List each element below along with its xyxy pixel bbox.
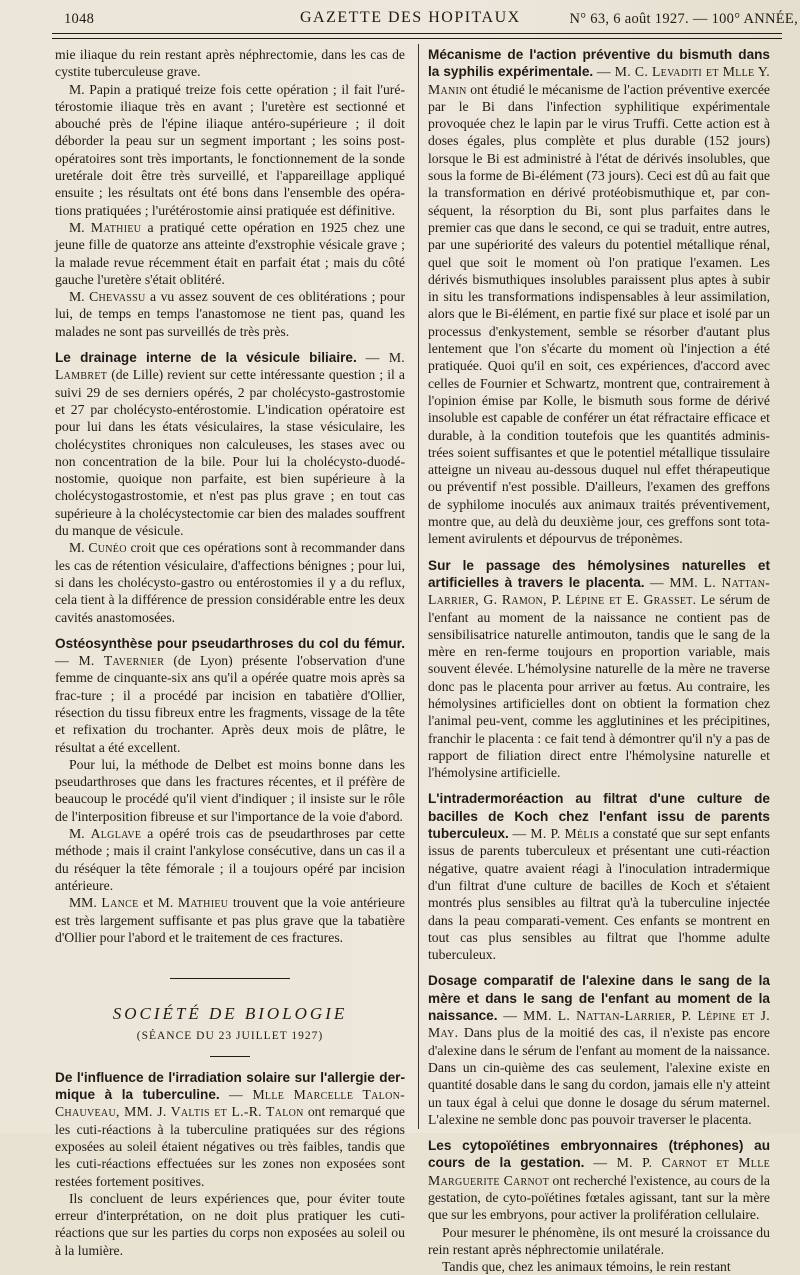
section-title: Mécanisme de l'action préventive du bismuth dans la syphilis expérimentale.	[428, 47, 770, 80]
section-bismuth: Mécanisme de l'action préventive du bismuth dans la syphilis expérimentale. — M. C. Levaditi et Mlle Y. Manin ont étudié le mécanisme de l'action préventive exercée par le Bi dans l'infection syphilitique expérimentale provoquée chez le lapin par le virus Truffi. Cette action est à doses égales, plus complète et plus durable (152 jours) lorsque le Bi est administré à l'état de dérivés insolubles, que sous la forme de Bi-élément (73 jours). Ceci est dû au fait que la transformation en dérivé protéobismuthique et, par con-séquent, la résorption du Bi, sont plus parfaites dans le premier cas que dans le second, ce qui se traduit, entre autres, par une supériorité des valeurs du potentiel métallique rénal, quel que soit le moment où l'on pratique l'examen. Les dérivés bismuthiques insolubles paraissent plus aptes à subir in situ les transformations indispensables à leur assimilation, alors que le Bi-élément, en partie fixé sur place et isolé par un processus d'enkystement, semble se résorber d'autant plus lentement que l'on s'écarte du moment où l'injection a été pratiquée. Quoi qu'il en soit, ces expériences, d'accord avec celles de Fournier et Schwartz, montrent que, contrairement à l'opinion émise par Kolle, le bismuth sous forme de dérivé insoluble est capable de conférer un état réfractaire efficace et durable, à la condition toutefois que les quantités adminis-trées soient suffisantes et que le potentiel métallique tissulaire atteigne un niveau au-dessous duquel nul effet thérapeutique ou préventif n'est possible. D'ailleurs, l'examen des greffons de syphilome inoculés aux animaux traités préventivement, montre que, au delà du deuxième jour, ces greffons sont tota-lement avirulents et dépourvus de tréponèmes.	[428, 47, 771, 547]
author-name: Cunéo	[88, 540, 127, 556]
divider	[210, 1056, 250, 1057]
section-irradiation: De l'influence de l'irradiation solaire sur l'allergie der-mique à la tuberculine. — Mlle Marcelle Talon-Chauveau, MM. J. Valtis et L.-R. Talon ont remarqué que les cuti-réactions à la tuberculine pratiquées sur des régions exposées au soleil étaient négatives ou très faibles, tandis que les cuti-réactions effectuées sur les zones non exposées sont restées fortement positives.	[55, 1069, 405, 1189]
section-title: Ostéosynthèse pour pseudarthroses du col du fémur.	[55, 635, 405, 651]
page-header	[40, 9, 798, 31]
author-name: Alglave	[90, 826, 142, 842]
divider	[170, 978, 290, 979]
paragraph: Tandis que, chez les animaux témoins, le rein restant	[442, 1259, 731, 1275]
section-author: — MM. L. Nattan-Larrier, P. Lépine et J. May.	[428, 1008, 770, 1041]
section-author: — M. P. Carnot et Mlle Marguerite Carnot	[428, 1155, 771, 1188]
author-name: Mathieu	[177, 895, 229, 911]
section-title: Sur le passage des hémolysines naturelles et artificielles à travers le placenta.	[428, 557, 770, 590]
header-rule-thin	[52, 38, 782, 39]
section-drainage: Le drainage interne de la vésicule biliaire. — M. Lambret (de Lille) revient sur cette intéressante question ; il a suivi 29 de ses derniers opérés, 2 par cholécysto-gastrostomie et 27 par cholécysto-entérostomie. L'indication opératoire est pour lui dans les états vésiculaires, la stase vésiculaire, les cholécystites chroniques non calculeuses, les stases avec ou non concentration de la bile. Pour lui la cholécysto-duodé-nostomie, quoique non parfaite, est bien supérieure à la cholécystogastrostomie, et n'est pas plus grave ; en tout cas supérieure à la cholécystectomie car bien des malades souffrent du manque de vésicule.	[55, 350, 406, 539]
right-column	[428, 46, 770, 1275]
section-intradermoreaction: L'intradermoréaction au filtrat d'une culture de bacilles de Koch chez l'enfant issu de parents tuberculeux. — M. P. Mélis a constaté que sur sept enfants issus de parents tuberculeux et présentant une cuti-réaction négative, quatre avaient réagi à l'inoculation intradermique d'un filtrat d'une culture de bacilles de Koch et s'étaient montrés plus sensibles au filtrat qu'à la tuberculine injectée dans la peau comparati-vement. Ces enfants se montrent en tout cas plus sensibles au filtrat que l'homme adulte tuberculeux.	[428, 791, 771, 963]
column-divider	[418, 44, 419, 1129]
paragraph: mie iliaque du rein restant après néphrectomie, dans les cas de cystite tuberculeuse grave.	[55, 47, 405, 80]
societe-heading	[55, 978, 405, 1057]
section-title: L'intradermoréaction au filtrat d'une culture de bacilles de Koch chez l'enfant issu de parents tuberculeux.	[428, 791, 770, 842]
section-author: — M. Tavernier	[55, 653, 165, 669]
paragraph: Pour lui, la méthode de Delbet est moins bonne dans les pseudarthroses que dans les fractures récentes, et il préfère de beaucoup le procédé qu'il vient d'indiquer ; il insiste sur le rôle de l'interposition fibreuse et sur l'importance de la voie d'abord.	[55, 756, 405, 824]
paragraph: M. Chevassu a vu assez souvent de ces oblitérations ; pour lui, de temps en temps l'anastomose ne tient pas, quand les malades ne sont pas surveillés de très près.	[55, 289, 406, 339]
paragraph: M. Cunéo croit que ces opérations sont à recommander dans les cas de rétention vésiculaire, d'affections bénignes ; pour lui, si dans les cholécysto-gastro ou entérostomies il y a du reflux, cela tient à la différence de pression considérable entre les deux cavités anastomosées.	[55, 540, 406, 625]
page-number: 1048	[64, 11, 95, 27]
section-title: Dosage comparatif de l'alexine dans le sang de la mère et dans le sang de l'enfant au moment de la naissance.	[428, 973, 770, 1024]
section-author: — M. C. Levaditi et Mlle Y. Manin	[428, 64, 771, 97]
left-column	[55, 46, 405, 1259]
section-author: — MM. L. Nattan-Larrier, G. Ramon, P. Lépine et E. Grasset.	[428, 574, 771, 608]
seance-date: (SÉANCE DU 23 JUILLET 1927)	[136, 1030, 324, 1043]
section-author: — M. Lambret	[55, 350, 406, 383]
section-title: De l'influence de l'irradiation solaire sur l'allergie der-mique à la tuberculine.	[55, 1069, 405, 1103]
paragraph: M. Papin a pratiqué treize fois cette opération ; il fait l'uré-térostomie iliaque très en avant ; l'uretère est sectionné et abouché près de l'épine iliaque antéro-supérieure ; il doit déborder la peau sur un segment important ; les soins post-opératoires sont très importants, le fonctionnement de la sonde uretérale doit être très surveillé, et l'appareillage appliqué ensuite ; les résultats ont été bons dans l'ensemble des opéra-tions pratiquées ; l'urétérostomie ainsi pratiquée est définitive.	[55, 81, 405, 218]
paragraph: Pour mesurer le phénomène, ils ont mesuré la croissance du rein restant après néphrectomie unilatérale.	[428, 1224, 770, 1257]
paragraph: M. Alglave a opéré trois cas de pseudarthroses par cette méthode ; mais il craint l'ankylose consécutive, dans un cas il a du réséquer la tête fémorale ; il a toujours opéré par incision antérieure.	[55, 826, 405, 893]
issue-info: N° 63, 6 août 1927. — 100° ANNÉE,	[569, 11, 798, 27]
journal-title: GAZETTE DES HOPITAUX	[300, 9, 521, 26]
paragraph: Ils concluent de leurs expériences que, pour éviter toute erreur d'interprétation, on ne doit plus pratiquer les cuti-réactions que sur les parties du corps non exposées au soleil ou à la lumière.	[55, 1190, 405, 1258]
paragraph: M. Mathieu a pratiqué cette opération en 1925 chez une jeune fille de quatorze ans atteinte d'exstrophie vésicale grave ; la malade revue récemment était en parfait état ; mais du côté gauche l'uretère s'était oblitéré.	[55, 219, 406, 287]
author-name: Chevassu	[89, 289, 146, 305]
societe-title: SOCIÉTÉ DE BIOLOGIE	[112, 1004, 348, 1024]
section-title: Les cytopoïétines embryonnaires (tréphones) au cours de la gestation.	[428, 1138, 770, 1171]
author-name: Mathieu	[90, 219, 142, 235]
paragraph: MM. Lance et M. Mathieu trouvent que la voie antérieure est très largement suffisante et pas plus grave que la tabatière d'Ollier pour l'abord et le traitement de ces fractures.	[55, 895, 405, 945]
section-cytopoietines: Les cytopoïétines embryonnaires (tréphones) au cours de la gestation. — M. P. Carnot et Mlle Marguerite Carnot ont recherché l'existence, au cours de la gestation, de cyto-poïétines fœtales agissant, tant sur la mère que sur les embryons, pour activer la prolifération cellulaire.	[428, 1138, 771, 1223]
section-author: — M. P. Mélis	[512, 826, 600, 842]
section-osteosynthese: Ostéosynthèse pour pseudarthroses du col du fémur. — M. Tavernier (de Lyon) présente l'observation d'une femme de cinquante-six ans qu'il a opérée quatre mois après sa frac-ture ; il a procédé par incision en tabatière d'Ollier, résection du tissu fibreux entre les fragments, vissage de la tête et refixation du trochanter. Après deux mois de plâtre, le résultat a été excellent.	[55, 635, 405, 755]
section-author: — Mlle Marcelle Talon-Chauveau, MM. J. Valtis et L.-R. Talon	[55, 1087, 405, 1120]
header-rule	[52, 33, 782, 34]
section-title: Le drainage interne de la vésicule biliaire.	[55, 350, 357, 366]
section-alexine: Dosage comparatif de l'alexine dans le sang de la mère et dans le sang de l'enfant au moment de la naissance. — MM. L. Nattan-Larrier, P. Lépine et J. May. Dans plus de la moitié des cas, il n'existe pas encore d'alexine dans le sérum de l'enfant au moment de la naissance. Dans un cin-quième des cas seulement, l'alexine existe en quantité dosable dans le sang du cordon, jamais elle n'y atteint un taux égal à celui que donne le dosage du sérum maternel. L'alexine ne semble donc pas pouvoir traverser le placenta.	[428, 973, 771, 1127]
section-hemolysines: Sur le passage des hémolysines naturelles et artificielles à travers le placenta. — MM. L. Nattan-Larrier, G. Ramon, P. Lépine et E. Grasset. Le sérum de l'enfant au moment de la naissance ne contient pas de sensibilisatrice naturelle antimouton, tandis que le sang de la mère en ren-ferme toujours en proportion variable, mais souvent élevée. L'hémolysine naturelle de la mère ne traverse donc pas le placenta pour arriver au fœtus. Au contraire, les hémolysines artificielles dont on obtient la formation chez l'animal peu-vent, comme les agglutinines et les précipitines, franchir le placenta : ce fait tend à démontrer qu'il n'y a pas de rapport de filiation direct entre l'hémolysine naturelle et l'hémolysine artificielle.	[428, 557, 771, 781]
author-name: Lance	[101, 895, 139, 911]
